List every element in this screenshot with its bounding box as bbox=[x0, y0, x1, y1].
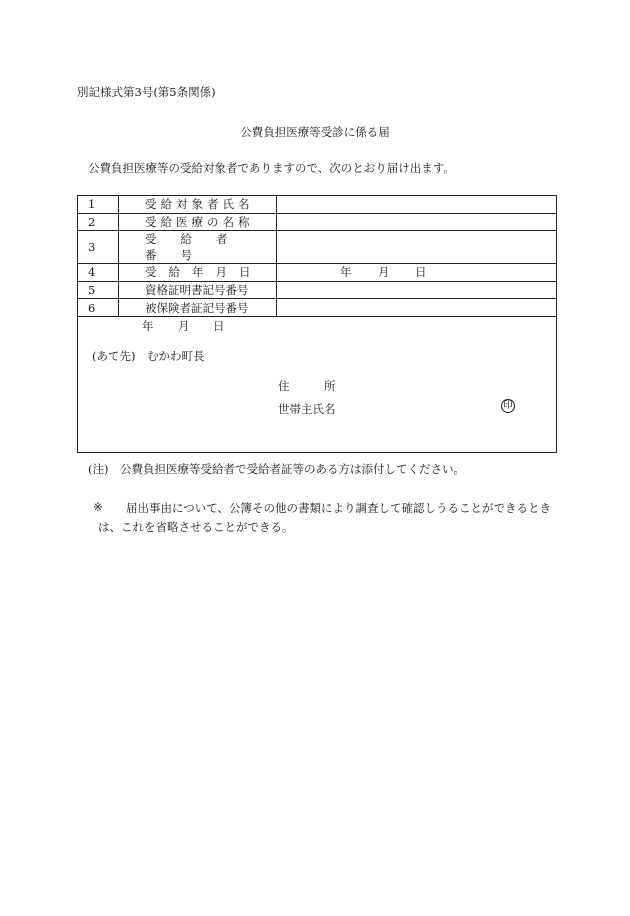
intro-text: 公費負担医療等の受給対象者でありますので、次のとおり届け出ます。 bbox=[88, 161, 455, 175]
table-row bbox=[78, 281, 556, 299]
submit-month: 月 bbox=[178, 319, 190, 333]
row-value-field[interactable] bbox=[277, 196, 557, 213]
table-row bbox=[78, 264, 556, 282]
table-row bbox=[78, 196, 556, 213]
remark-line-2: は、これを省略させることができる。 bbox=[98, 520, 294, 534]
document-title: 公費負担医療等受診に係る届 bbox=[240, 125, 390, 139]
row-label: 資格証明書記号番号 bbox=[145, 283, 249, 298]
note-text: (注) 公費負担医療等受給者で受給者証等のある方は添付してください。 bbox=[88, 462, 465, 476]
date-day: 日 bbox=[415, 265, 427, 280]
row-number: 6 bbox=[78, 299, 119, 317]
row-number: 2 bbox=[78, 213, 119, 231]
head-name-label: 世帯主氏名 bbox=[278, 402, 336, 416]
row-label: 被保険者証記号番号 bbox=[145, 300, 249, 315]
row-label: 受給者番号 bbox=[145, 232, 252, 263]
table-row bbox=[78, 299, 556, 317]
row-number: 3 bbox=[78, 231, 119, 264]
date-month: 月 bbox=[378, 265, 390, 280]
row-value-field[interactable] bbox=[277, 213, 557, 231]
row-label: 受給年月日 bbox=[145, 265, 263, 280]
row-label: 受給医療の名称 bbox=[145, 214, 254, 229]
submit-day: 日 bbox=[213, 319, 225, 333]
row-value-date-field[interactable] bbox=[277, 264, 557, 282]
address-label: 住 所 bbox=[278, 379, 336, 393]
submit-year: 年 bbox=[142, 319, 154, 333]
row-number: 4 bbox=[78, 264, 119, 282]
remark-line-1: 届出事由について、公簿その他の書類により調査して確認しうることができるとき bbox=[126, 501, 552, 515]
row-number: 1 bbox=[78, 196, 119, 213]
remark-mark: ※ bbox=[93, 500, 103, 514]
row-number: 5 bbox=[78, 281, 119, 299]
row-value-field[interactable] bbox=[277, 281, 557, 299]
table-row bbox=[78, 231, 556, 264]
row-label: 受給対象者氏名 bbox=[145, 197, 254, 212]
row-value-field[interactable] bbox=[277, 231, 557, 264]
addressee: (あて先) むかわ町長 bbox=[92, 349, 205, 363]
seal-icon: 印 bbox=[501, 399, 515, 413]
info-table bbox=[78, 196, 556, 317]
row-value-field[interactable] bbox=[277, 299, 557, 317]
date-year: 年 bbox=[340, 265, 352, 280]
table-row bbox=[78, 213, 556, 231]
form-reference: 別記様式第3号(第5条関係) bbox=[77, 85, 216, 99]
